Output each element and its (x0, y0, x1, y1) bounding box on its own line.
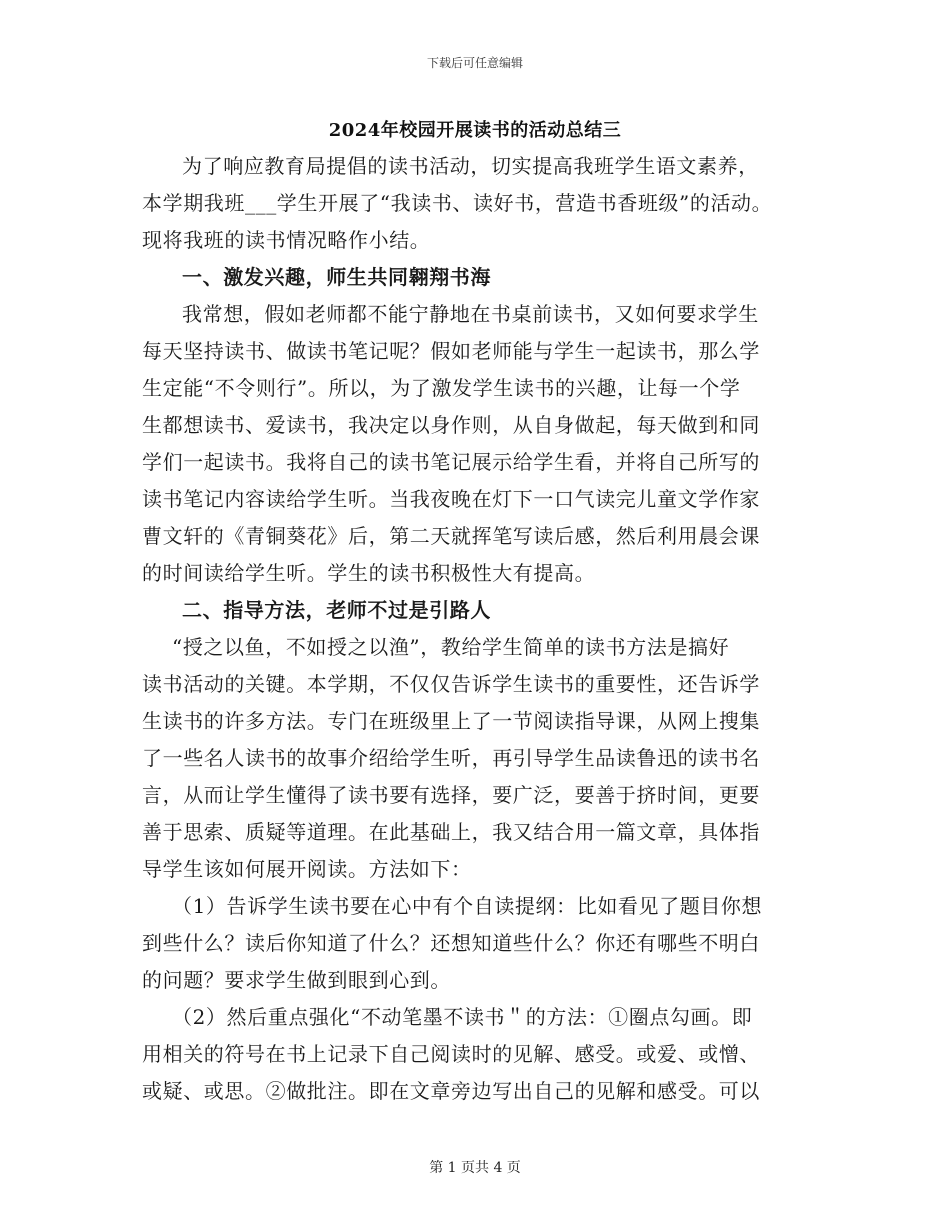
paragraph-line: （2）然后重点强化“不动笔墨不读书＂的方法：①圈点勾画。即 (172, 1005, 753, 1029)
section-heading: 一、激发兴趣，师生共同翱翔书海 (182, 265, 491, 289)
section-heading: 二、指导方法，老师不过是引路人 (182, 598, 491, 622)
paragraph-line: 的时间读给学生听。学生的读书积极性大有提高。 (142, 561, 596, 585)
paragraph-line: 到些什么？读后你知道了什么？还想知道些什么？你还有哪些不明白 (142, 931, 760, 955)
paragraph-line: 生都想读书、爱读书，我决定以身作则，从自身做起，每天做到和同 (142, 413, 760, 437)
paragraph-line: 或疑、或思。②做批注。即在文章旁边写出自己的见解和感受。可以 (142, 1079, 760, 1103)
paragraph-line: 言，从而让学生懂得了读书要有选择，要广泛，要善于挤时间，更要 (142, 783, 760, 807)
document-body (142, 148, 822, 1110)
paragraph-line: 生读书的许多方法。专门在班级里上了一节阅读指导课，从网上搜集 (142, 709, 760, 733)
paragraph-line: （1）告诉学生读书要在心中有个自读提纲：比如看见了题目你想 (172, 894, 763, 918)
paragraph-line: 本学期我班___学生开展了“我读书、读好书，营造书香班级”的活动。 (142, 191, 773, 215)
paragraph-line: 我常想，假如老师都不能宁静地在书桌前读书，又如何要求学生 (182, 302, 759, 326)
paragraph-line: 曹文轩的《青铜葵花》后，第二天就挥笔写读后感，然后利用晨会课 (142, 524, 760, 548)
paragraph-line: 用相关的符号在书上记录下自己阅读时的见解、感受。或爱、或憎、 (142, 1042, 760, 1066)
paragraph-line: 导学生该如何展开阅读。方法如下： (142, 857, 472, 881)
paragraph-line: 每天坚持读书、做读书笔记呢？假如老师能与学生一起读书，那么学 (142, 339, 760, 363)
document-title: 2024年校园开展读书的活动总结三 (328, 120, 622, 141)
page-footer: 第 1 页共 4 页 (429, 1160, 521, 1176)
paragraph-line: 读书活动的关键。本学期，不仅仅告诉学生读书的重要性，还告诉学 (142, 672, 760, 696)
paragraph-line: 现将我班的读书情况略作小结。 (142, 228, 431, 252)
paragraph-line: 生定能“不令则行”。所以，为了激发学生读书的兴趣，让每一个学 (142, 376, 741, 400)
paragraph-line: 读书笔记内容读给学生听。当我夜晚在灯下一口气读完儿童文学作家 (142, 487, 760, 511)
page-header: 下载后可任意编辑 (426, 56, 523, 70)
paragraph-line: 的问题？要求学生做到眼到心到。 (142, 968, 451, 992)
paragraph-line: “授之以鱼，不如授之以渔”，教给学生简单的读书方法是搞好 (172, 635, 730, 659)
paragraph-line: 了一些名人读书的故事介绍给学生听，再引导学生品读鲁迅的读书名 (142, 746, 760, 770)
paragraph-line: 为了响应教育局提倡的读书活动，切实提高我班学生语文素养， (182, 154, 759, 178)
paragraph-line: 学们一起读书。我将自己的读书笔记展示给学生看，并将自己所写的 (142, 450, 760, 474)
paragraph-line: 善于思索、质疑等道理。在此基础上，我又结合用一篇文章，具体指 (142, 820, 760, 844)
